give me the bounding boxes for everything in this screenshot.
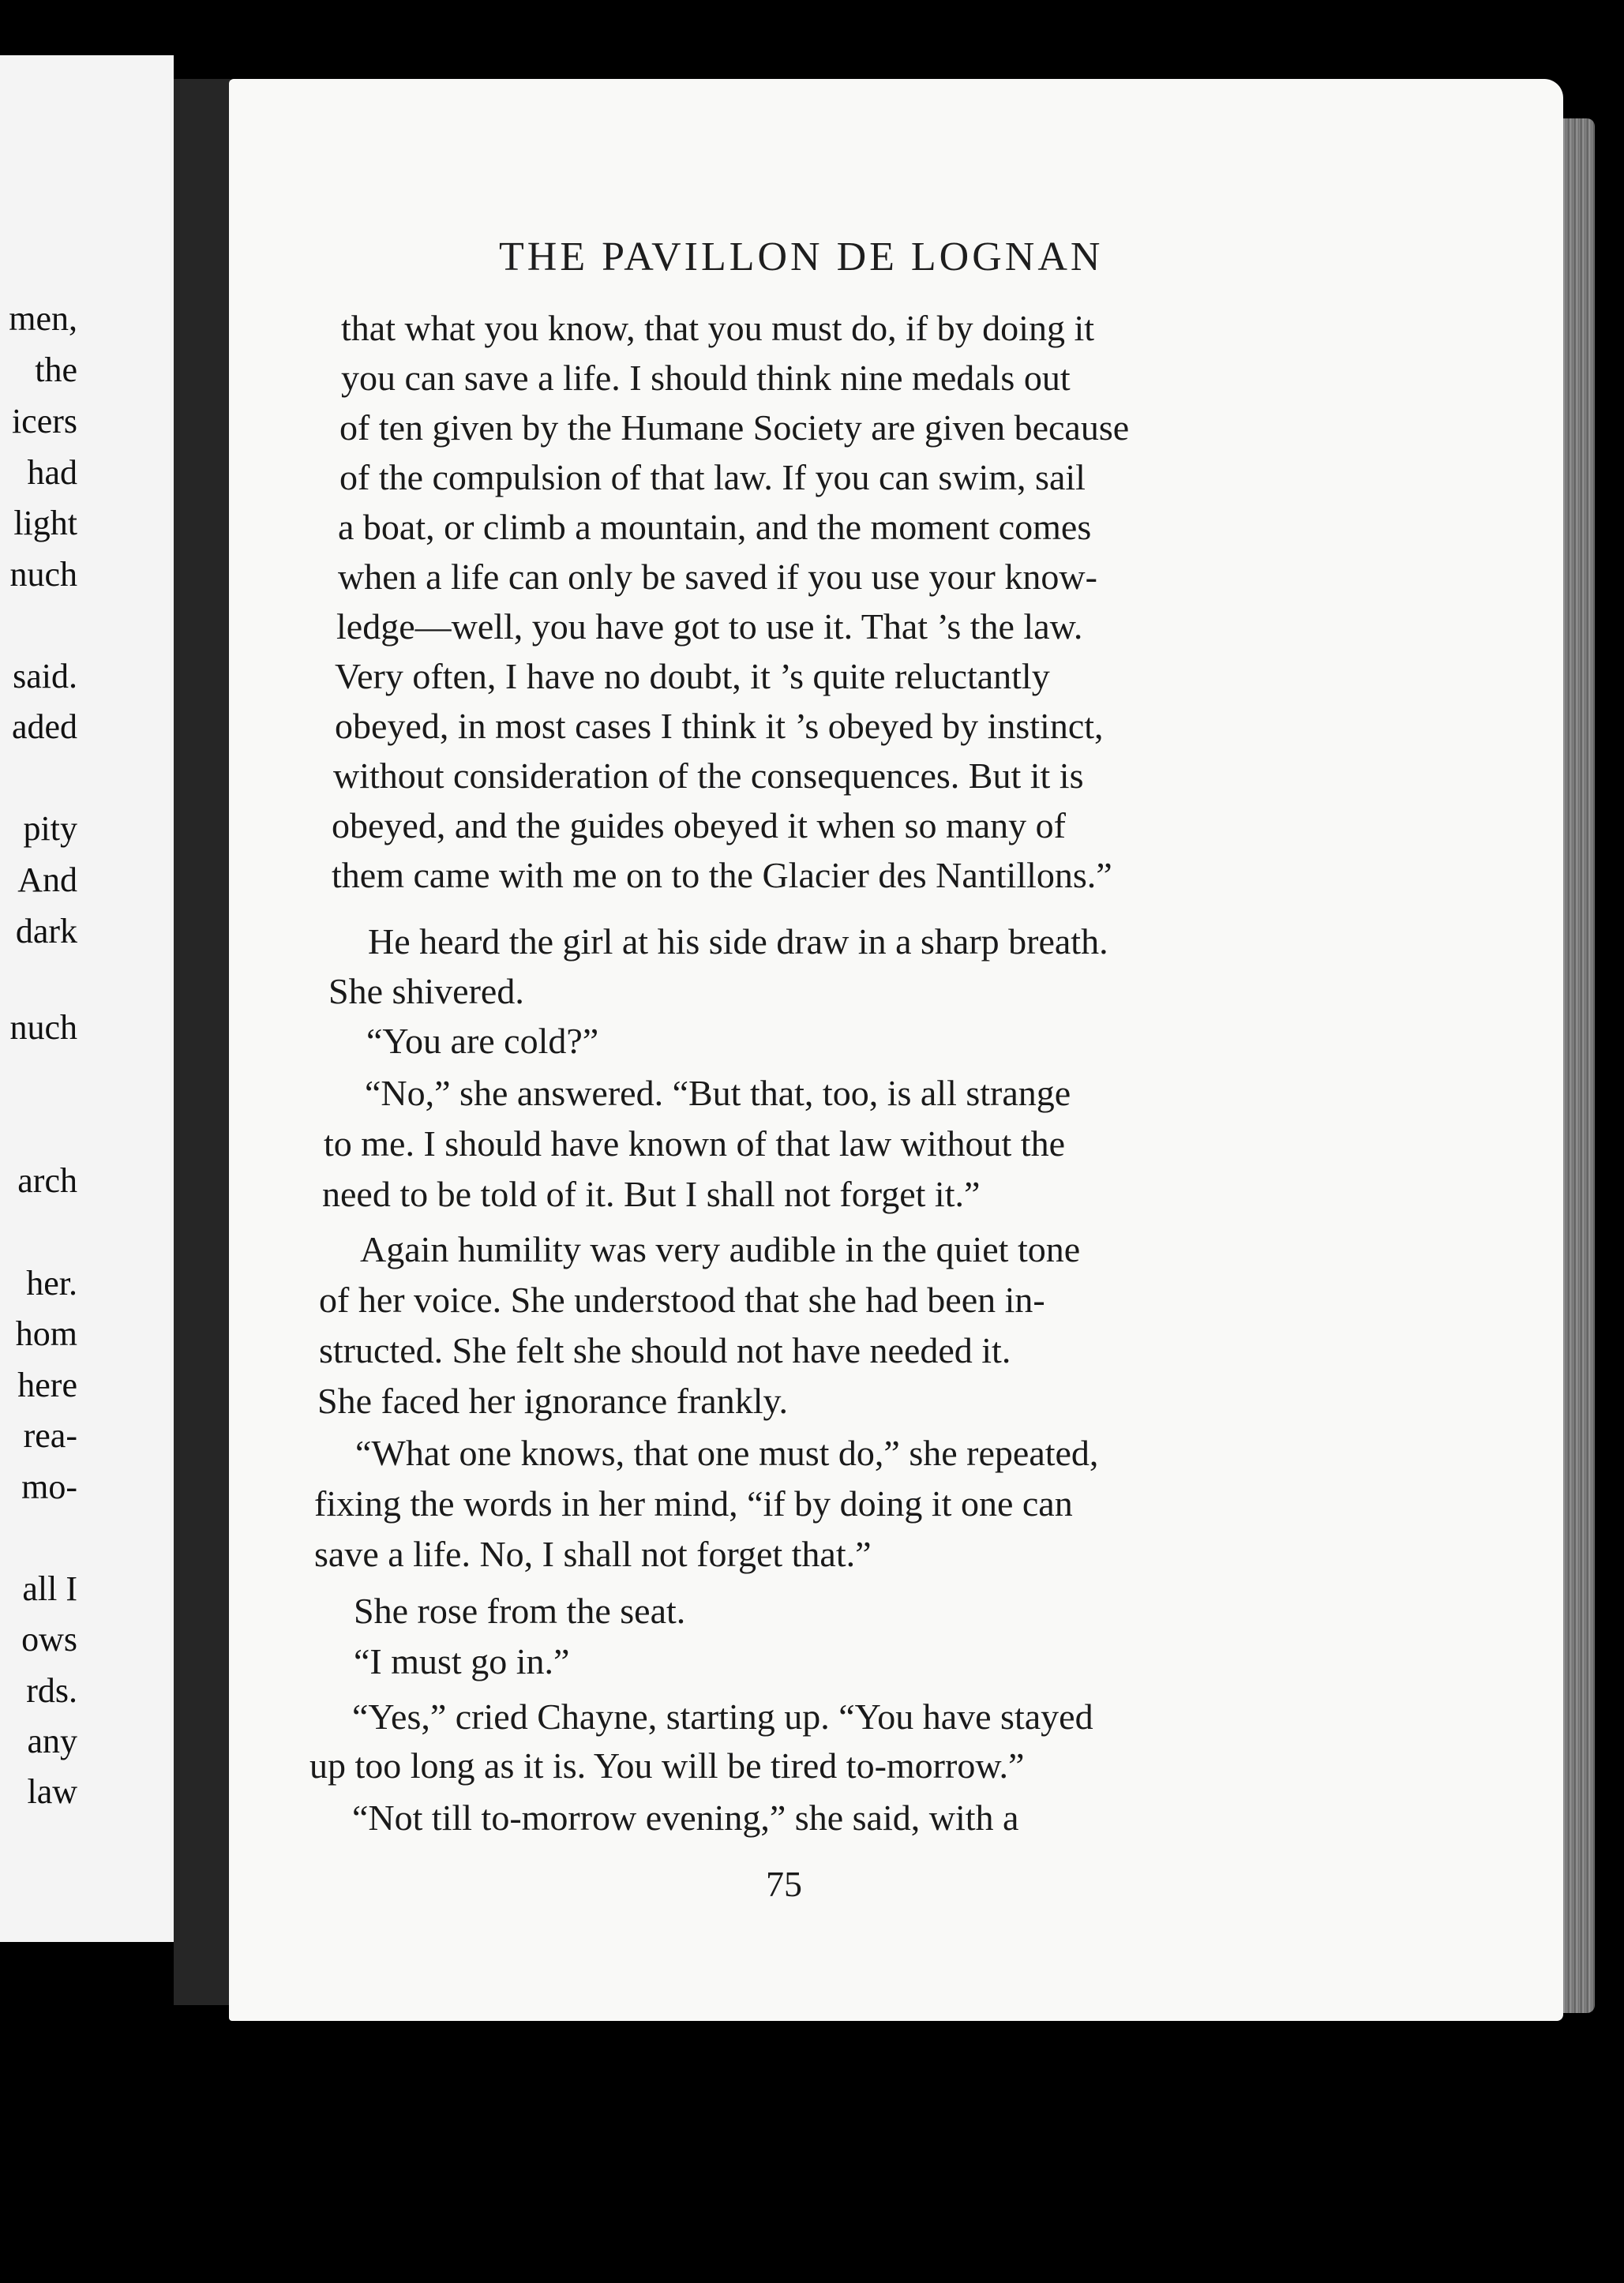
left-page-fragment: any: [27, 1722, 77, 1760]
left-page-fragment: mo-: [21, 1468, 77, 1506]
body-line: a boat, or climb a mountain, and the moment comes: [338, 507, 1092, 547]
left-page-fragment: pity: [23, 809, 77, 848]
body-line: up too long as it is. You will be tired to-morrow.”: [309, 1745, 1025, 1786]
left-page-fragment: arch: [17, 1161, 77, 1200]
body-line: obeyed, in most cases I think it ’s obeyed by instinct,: [335, 706, 1104, 746]
body-line: need to be told of it. But I shall not forget it.”: [322, 1174, 981, 1214]
body-line: them came with me on to the Glacier des Nantillons.”: [332, 855, 1112, 895]
left-page-fragment: said.: [13, 657, 77, 695]
body-line: obeyed, and the guides obeyed it when so many of: [332, 805, 1066, 845]
left-page-fragment: And: [17, 860, 77, 899]
left-page-fragment: her.: [26, 1264, 77, 1303]
body-line: She faced her ignorance frankly.: [317, 1381, 789, 1421]
body-line: of the compulsion of that law. If you can swim, sail: [339, 457, 1086, 497]
left-page-fragment: had: [27, 453, 77, 492]
left-facing-page: [0, 55, 174, 1942]
body-line: She shivered.: [328, 971, 524, 1011]
left-page-fragment: all I: [22, 1569, 77, 1608]
body-line: of ten given by the Humane Society are given because: [339, 407, 1130, 448]
body-line: when a life can only be saved if you use your know-: [338, 557, 1097, 597]
body-line: without consideration of the consequences. But it is: [333, 755, 1084, 796]
left-page-fragment: aded: [11, 707, 77, 746]
left-page-fragment: law: [27, 1772, 77, 1811]
left-page-fragment: icers: [11, 402, 77, 440]
body-line: you can save a life. I should think nine medals out: [341, 358, 1071, 398]
body-line: She rose from the seat.: [354, 1591, 686, 1631]
body-line: He heard the girl at his side draw in a sharp breath.: [368, 921, 1108, 962]
body-line: “You are cold?”: [366, 1021, 599, 1061]
left-page-fragment: rea-: [23, 1416, 77, 1455]
left-page-fragment: light: [13, 504, 77, 542]
page-number: 75: [766, 1864, 802, 1904]
body-line: fixing the words in her mind, “if by doing it one can: [314, 1483, 1073, 1524]
left-page-fragment: dark: [15, 912, 77, 950]
body-line: “No,” she answered. “But that, too, is all strange: [365, 1073, 1071, 1113]
body-line: Again humility was very audible in the quiet tone: [360, 1229, 1081, 1269]
left-page-fragment: ows: [21, 1620, 77, 1659]
body-line: Very often, I have no doubt, it ’s quite reluctantly: [335, 656, 1050, 696]
body-line: “What one knows, that one must do,” she repeated,: [355, 1433, 1099, 1473]
left-page-fragment: men,: [9, 299, 77, 338]
left-page-fragment: nuch: [9, 555, 77, 594]
body-line: “Not till to-morrow evening,” she said, with a: [352, 1798, 1019, 1838]
left-page-fragment: rds.: [26, 1671, 77, 1710]
running-head: THE PAVILLON DE LOGNAN: [499, 234, 1104, 279]
left-page-fragment: here: [17, 1366, 77, 1404]
body-line: of her voice. She understood that she had been in-: [319, 1280, 1045, 1320]
left-page-fragment: hom: [15, 1314, 77, 1353]
book-gutter: [174, 79, 231, 2005]
left-page-fragment: nuch: [9, 1008, 77, 1047]
body-line: ledge—well, you have got to use it. That ’s the law.: [336, 606, 1083, 647]
body-line: “Yes,” cried Chayne, starting up. “You have stayed: [352, 1696, 1093, 1737]
body-line: “I must go in.”: [354, 1641, 570, 1681]
body-line: save a life. No, I shall not forget that.”: [314, 1534, 872, 1574]
left-page-fragment: the: [35, 351, 77, 389]
body-line: structed. She felt she should not have needed it.: [319, 1330, 1011, 1370]
body-line: to me. I should have known of that law without the: [324, 1123, 1066, 1164]
body-line: that what you know, that you must do, if by doing it: [341, 308, 1095, 348]
